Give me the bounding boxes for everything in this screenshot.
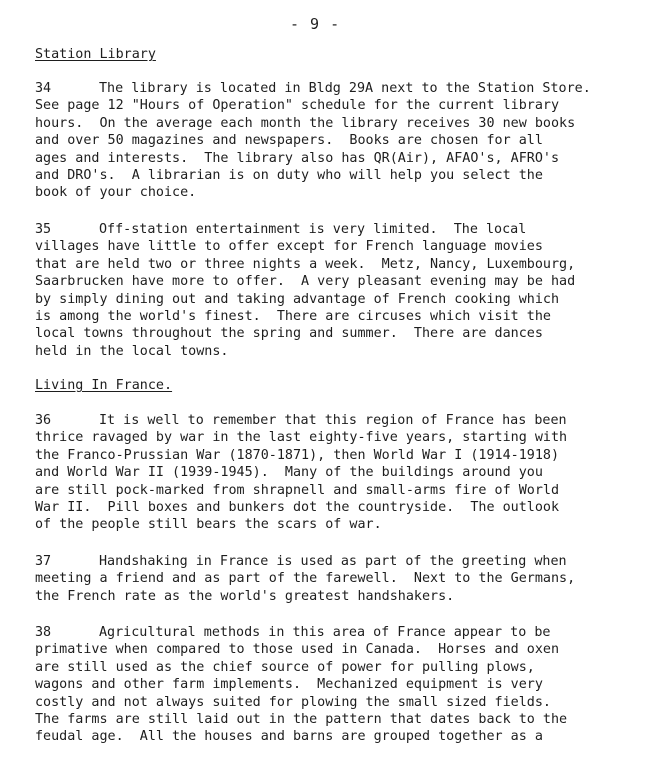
line-text: It is well to remember that this region of France has been [99,413,567,428]
paragraph-number: 37 [35,554,52,569]
paragraph-34 [35,80,635,202]
text-line [35,184,635,201]
line-text: meeting a friend and as part of the farewell. Next to the Germans, [35,571,576,587]
paragraph-number: 35 [35,222,52,237]
paragraph-number: 38 [35,625,52,640]
heading-station-library: Station Library [35,47,156,62]
paragraph-number: 34 [35,81,52,96]
line-text: The farms are still laid out in the pattern that dates back to the [35,711,568,727]
line-text: local towns throughout the spring and summer. There are dances [35,326,543,342]
text-line [35,570,635,587]
line-text: are still used as the chief source of power for pulling plows, [35,659,535,675]
text-line [35,221,635,238]
paragraph-37 [35,553,635,605]
paragraph-35 [35,221,635,360]
text-line [35,659,635,676]
line-text: wagons and other farm implements. Mechanized equipment is very [35,677,543,693]
text-line [35,429,635,446]
line-text: and over 50 magazines and newspapers. Books are chosen for all [35,133,543,149]
line-text: are still pock-marked from shrapnell and small-arms fire of World [35,482,560,498]
text-line [35,447,635,464]
text-line [35,325,635,342]
text-line [35,343,635,360]
line-text: costly and not always suited for plowing the small sized fields. [35,694,551,710]
line-text: of the people still bears the scars of war. [35,517,382,533]
text-line [35,80,635,97]
text-line [35,150,635,167]
line-text: villages have little to offer except for French language movies [35,239,543,255]
text-line [35,167,635,184]
text-line [35,291,635,308]
line-text: and DRO's. A librarian is on duty who will help you select the [35,167,543,183]
line-text: is among the world's finest. There are circuses which visit the [35,308,551,324]
text-line [35,256,635,273]
line-text: Off-station entertainment is very limited. The local [99,222,527,237]
line-text: The library is located in Bldg 29A next to the Station Store. [99,81,591,96]
text-line [35,711,635,728]
line-text: the French rate as the world's greatest handshakers. [35,588,455,604]
text-line [35,624,635,641]
text-line [35,694,635,711]
text-line [35,676,635,693]
paragraph-36 [35,412,635,534]
line-text: feudal age. All the houses and barns are grouped together as a [35,729,543,745]
paragraph-number: 36 [35,413,52,428]
text-line [35,115,635,132]
line-text: hours. On the average each month the library receives 30 new books [35,115,576,131]
text-line [35,238,635,255]
line-text: primative when compared to those used in Canada. Horses and oxen [35,642,560,658]
text-line [35,132,635,149]
line-text: the Franco-Prussian War (1870-1871), then World War I (1914-1918) [35,447,560,463]
line-text: by simply dining out and taking advantage of French cooking which [35,291,560,307]
line-text: book of your choice. [35,185,197,201]
paragraph-38 [35,624,635,746]
line-text: ages and interests. The library also has QR(Air), AFAO's, AFRO's [35,150,560,166]
text-line [35,482,635,499]
text-line [35,728,635,745]
line-text: Handshaking in France is used as part of the greeting when [99,554,567,569]
text-line [35,273,635,290]
text-line [35,553,635,570]
page-number: - 9 - [290,15,341,33]
line-text: Saarbrucken have more to offer. A very pleasant evening may be had [35,274,576,290]
line-text: held in the local towns. [35,343,229,359]
line-text: thrice ravaged by war in the last eighty-five years, starting with [35,430,568,446]
text-line [35,588,635,605]
line-text: See page 12 "Hours of Operation" schedule for the current library [35,98,560,114]
text-line [35,308,635,325]
text-line [35,499,635,516]
line-text: that are held two or three nights a week. Metz, Nancy, Luxembourg, [35,256,576,272]
line-text: War II. Pill boxes and bunkers dot the countryside. The outlook [35,499,560,515]
text-line [35,464,635,481]
heading-living-in-france: Living In France. [35,378,173,393]
text-line [35,412,635,429]
line-text: and World War II (1939-1945). Many of the buildings around you [35,465,543,481]
text-line [35,97,635,114]
line-text: Agricultural methods in this area of France appear to be [99,625,551,640]
text-line [35,516,635,533]
text-line [35,641,635,658]
